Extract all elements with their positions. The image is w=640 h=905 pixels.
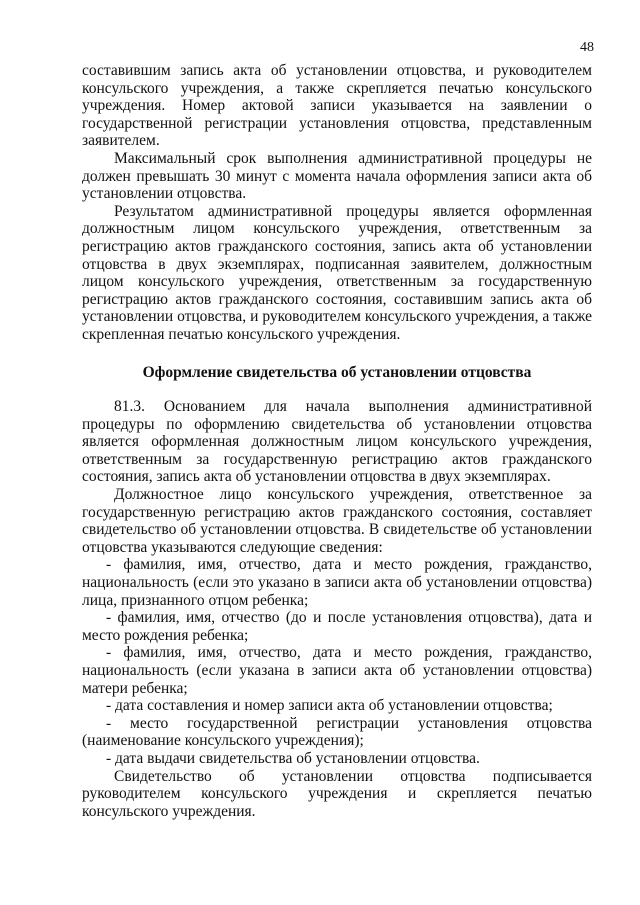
list-item-record-date: - дата составления и номер записи акта об установлении отцовства; [106, 697, 553, 715]
list-item-registration-place: - место государственной регистрации установления отцовства (наименование консульского учреждения); [82, 714, 592, 750]
page-number: 48 [580, 40, 594, 55]
list-item-father: - фамилия, имя, отчество, дата и место рождения, гражданство, национальность (если это указано в записи акта об установлении отцовства) лица, признанного отцом ребенка; [82, 556, 592, 609]
paragraph-official: Должностное лицо консульского учреждения, ответственное за государственную регистрацию актов гражданского состояния, составляет свидетельство об установлении отцовства. В свидетельстве об установлении отцовства указываются следующие сведения: [82, 486, 592, 556]
list-item-child: - фамилия, имя, отчество (до и после установления отцовства), дата и место рождения ребенка; [82, 609, 592, 644]
paragraph-max-duration: Максимальный срок выполнения административной процедуры не должен превышать 30 минут с момента начала оформления записи акта об установлении отцовства. [82, 149, 592, 203]
list-item-issue-date: - дата выдачи свидетельства об установлении отцовства. [106, 749, 480, 767]
section-heading: Оформление свидетельства об установлении отцовства [142, 363, 532, 381]
paragraph-result: Результатом административной процедуры является оформленная должностным лицом консульского учреждения, ответственным за регистрацию актов гражданского состояния, запись акта об установлении отцовства в двух экземплярах, подписанная заявителем, должностным лицом консульского учреждения, ответственным за государственную регистрацию актов гражданского состояния, составившим запись акта об установлении отцовства, и руководителем консульского учреждения, а также скрепленная печатью консульского учреждения. [82, 202, 592, 343]
paragraph-continuation: составившим запись акта об установлении отцовства, и руководителем консульского учреждения, а также скрепляется печатью консульского учреждения. Номер актовой записи указывается на заявлении о государственной регистрации установления отцовства, представленным заявителем. [82, 62, 592, 150]
document-body [82, 62, 592, 820]
list-item-mother: - фамилия, имя, отчество, дата и место рождения, гражданство, национальность (если указана в записи акта об установлении отцовства) матери ребенка; [82, 644, 592, 697]
paragraph-signature: Свидетельство об установлении отцовства подписывается руководителем консульского учреждения и скрепляется печатью консульского учреждения. [82, 767, 592, 820]
paragraph-81-3: 81.3. Основанием для начала выполнения административной процедуры по оформлению свидетельства об установлении отцовства является оформленная должностным лицом консульского учреждения, ответственным за государственную регистрацию актов гражданского состояния, запись акта об установлении отцовства в двух экземплярах. [82, 398, 592, 486]
